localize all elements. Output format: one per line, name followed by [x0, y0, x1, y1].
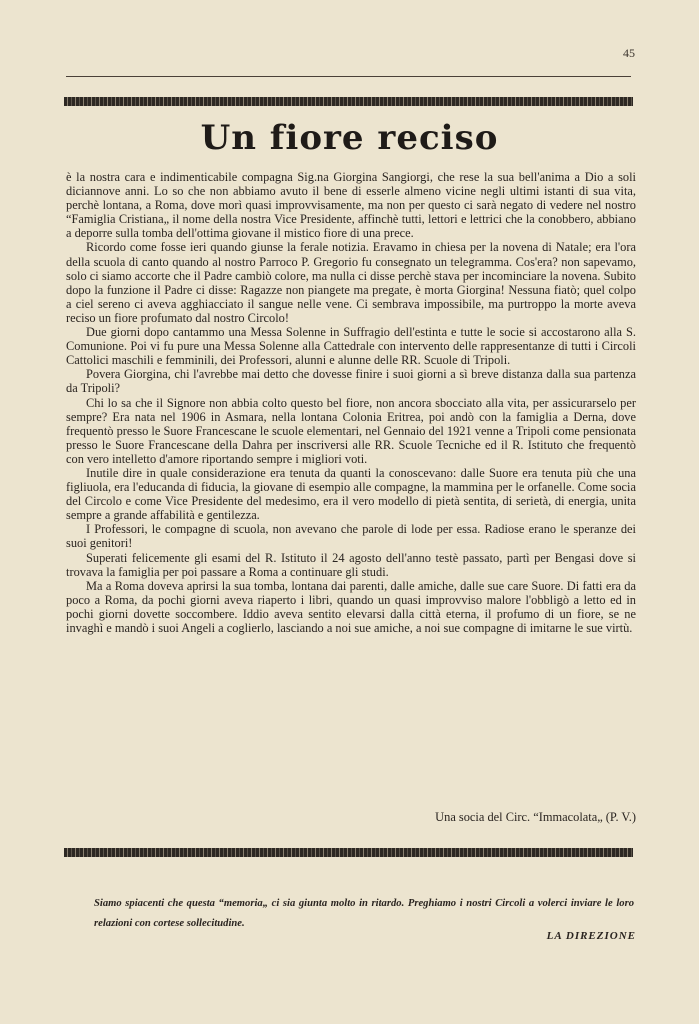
paragraph: Inutile dire in quale considerazione era tenuta da quanti la conoscevano: dalle Suore era tenuta più che una figliuola, era l'educanda di fiducia, la giovane di esempio alle compagne, la mammina per le orfanelle. Come socia del Circolo e come Vice Presidente del medesimo, era il vero modello di pietà sentita, di serietà, di energia, unita sempre a grande affabilità e gentilezza.	[66, 465, 636, 523]
paragraph: Ricordo come fosse ieri quando giunse la ferale notizia. Eravamo in chiesa per la novena di Natale; era l'ora della scuola di canto quando al nostro Parroco P. Gregorio fu consegnato un telegramma. Cos'era? non sapevamo, solo ci siamo accorte che il Padre cambiò colore, ma nulla ci disse perchè stava per incominciare la novena. Subito dopo la funzione il Padre ci disse: Ragazze non piangete ma pregate, è morta Giorgina! Nessuna fiatò; quel colpo a ciel sereno ci aveva agghiacciato il sangue nelle vene. Ci sembrava impossibile, ma purtroppo la morte aveva reciso un fiore profumato dal nostro Circolo!	[66, 240, 636, 325]
editorial-notice-signature: LA DIREZIONE	[546, 930, 636, 942]
paragraph: Superati felicemente gli esami del R. Istituto il 24 agosto dell'anno testè passato, partì per Bengasi dove si trovava la famiglia per poi passare a Roma a continuare gli studi.	[66, 550, 636, 579]
paragraph: I Professori, le compagne di scuola, non avevano che parole di lode per essa. Radiose erano le speranze dei suoi genitori!	[66, 522, 636, 551]
page-number: 45	[623, 46, 635, 60]
paragraph: Povera Giorgina, chi l'avrebbe mai detto che dovesse finire i suoi giorni a sì breve distanza dalla sua partenza da Tripoli?	[66, 367, 636, 396]
decorative-band-bottom	[64, 848, 633, 857]
article-body	[66, 170, 636, 635]
article-signature: Una socia del Circ. “Immacolata„ (P. V.)	[435, 810, 636, 824]
editorial-notice: Siamo spiacenti che questa “memoria„ ci sia giunta molto in ritardo. Preghiamo i nostri Circoli a volerci inviare le loro relazioni con cortese sollecitudine.	[94, 898, 634, 929]
article-title: Un fiore reciso	[200, 118, 499, 158]
decorative-band-top	[64, 97, 633, 106]
paragraph: Ma a Roma doveva aprirsi la sua tomba, lontana dai parenti, dalle amiche, dalle sue care Suore. Di fatti era da poco a Roma, da pochi giorni aveva riaperto i libri, quando un quasi improvviso malore l'obbligò a letto ed in pochi giorni dovette soccombere. Iddio aveva sentito elevarsi dalla città eterna, il profumo di un fiore, se ne invaghì e mandò i suoi Angeli a coglierlo, lasciando a noi sue amiche, a noi sue compagne di imitarne le sue virtù.	[66, 578, 636, 635]
header-rule	[66, 76, 631, 77]
paragraph: è la nostra cara e indimenticabile compagna Sig.na Giorgina Sangiorgi, che rese la sua bell'anima a Dio a soli diciannove anni. Lo so che non abbiamo avuto il bene di esserle almeno vicine negli ultimi istanti di sua vita, perchè lontana, a Roma, dove morì quasi improvvisamente, ma non per questo ci sarà negato di vedere nel nostro “Famiglia Cristiana„ il nome della nostra Vice Presidente, affinchè tutti, lettori e lettrici che la conobbero, abbiano a deporre sulla tomba dell'ottima giovane il mistico fiore di una prece.	[66, 170, 636, 241]
paragraph: Due giorni dopo cantammo una Messa Solenne in Suffragio dell'estinta e tutte le socie si accostarono alla S. Comunione. Poi vi fu pure una Messa Solenne alla Cattedrale con intervento delle rappresentanze di tutti i Circoli Cattolici maschili e femminili, dei Professori, alunni e alunne delle RR. Scuole di Tripoli.	[66, 325, 636, 368]
paragraph: Chi lo sa che il Signore non abbia colto questo bel fiore, non ancora sbocciato alla vita, per assicurarselo per sempre? Era nata nel 1906 in Asmara, nella lontana Colonia Eritrea, poi andò con la famiglia a Derna, dove frequentò presso le Suore Francescane le scuole elementari, nel Gennaio del 1921 venne a Tripoli come pensionata presso le Suore Francescane della Dahra per inscriversi alle RR. Scuole Tecniche ed il R. Istituto che frequentò con vero intelletto d'amore riportando sempre i migliori voti.	[66, 395, 636, 466]
